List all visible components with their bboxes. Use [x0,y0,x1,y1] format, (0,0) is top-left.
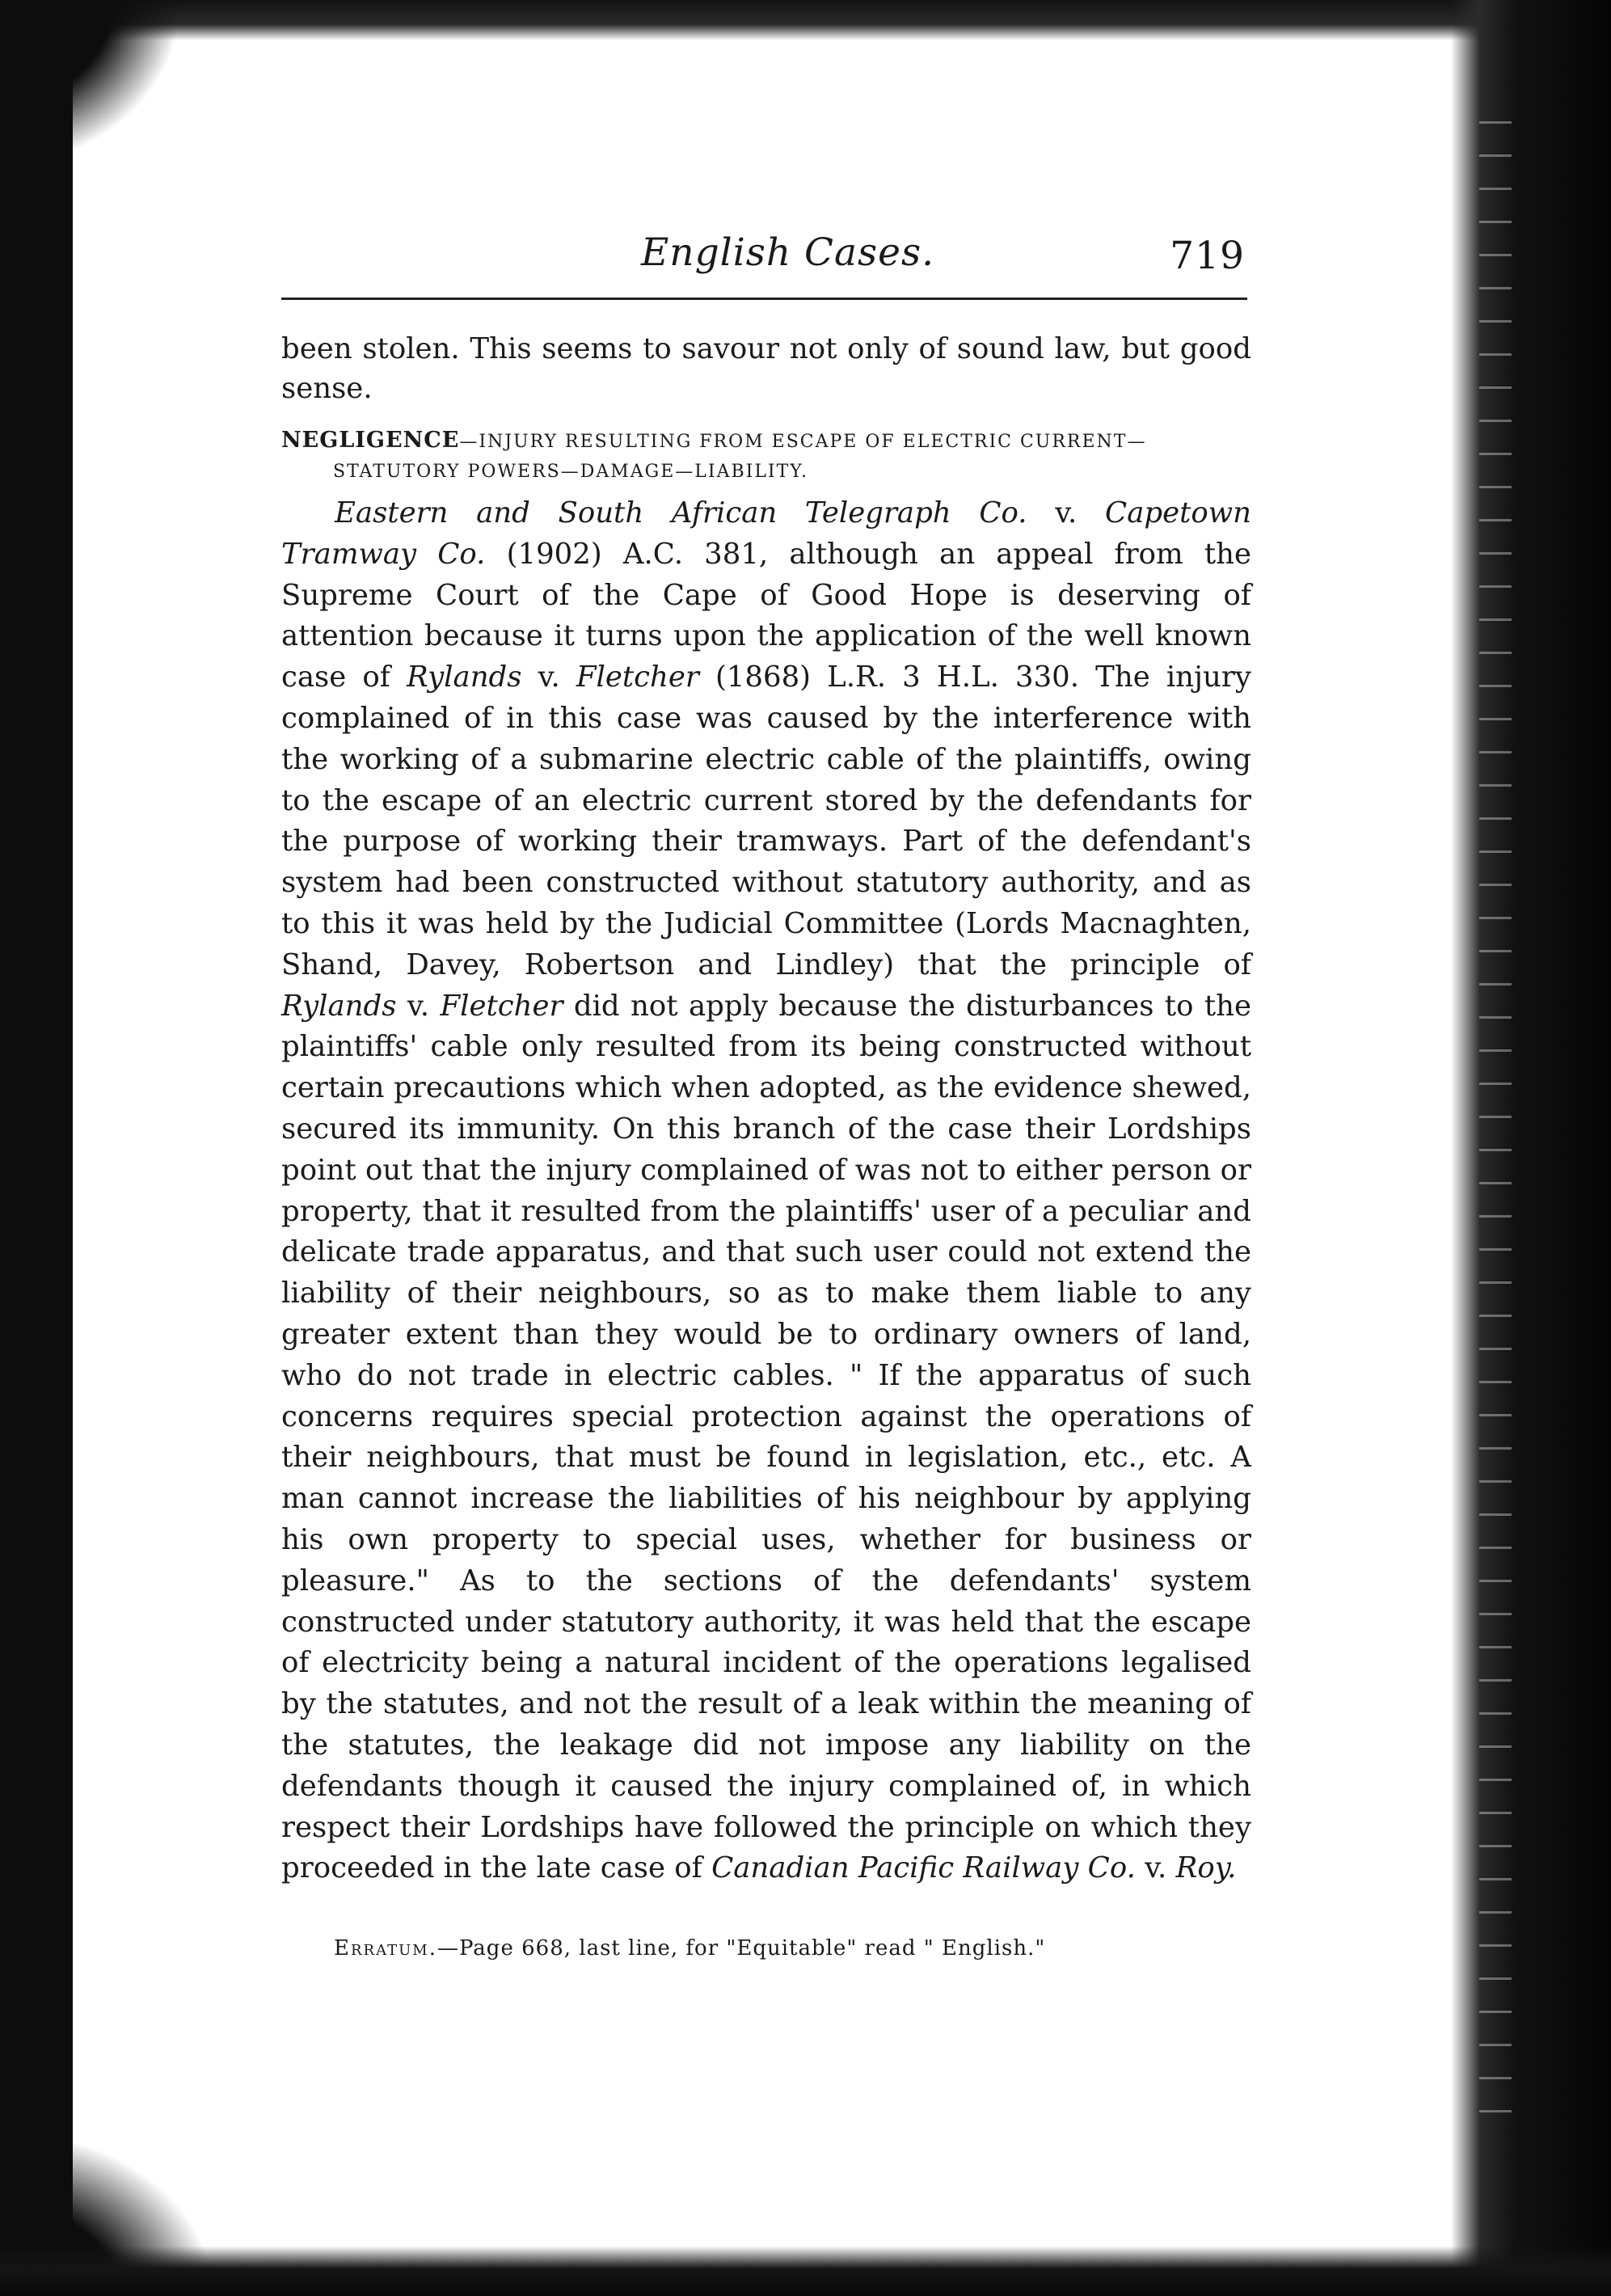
case-headnote [281,425,1247,487]
rylands-versus-2: v. [407,989,430,1023]
fletcher-name: Fletcher [576,661,699,694]
scan-edge-bottom [0,2246,1611,2296]
scan-speckle [1479,121,1512,2142]
scan-edge-left [0,0,73,2296]
erratum-text: —Page 668, last line, for "Equitable" read " English." [436,1936,1046,1960]
rylands-name-2: Rylands [281,989,397,1023]
case-citation-text: (1902) A.C. 381, although an appeal from the Supreme Court of the Cape of Good Hope is deserving of attention because it turns upon the application of the well known case of [281,537,1252,694]
case-versus: v. [1055,496,1078,530]
page-header [281,230,1245,297]
erratum-note [334,1936,1045,1960]
fletcher-name-2: Fletcher [440,989,563,1023]
headnote-lead: NEGLIGENCE [281,428,460,453]
scan-edge-right [1451,0,1611,2296]
headnote-line1-rest: —INJURY RESULTING FROM ESCAPE OF ELECTRIC CURRENT— [459,432,1147,452]
page-number: 719 [1170,234,1245,278]
roy-name: Roy. [1175,1851,1237,1885]
headnote-line-2: STATUTORY POWERS—DAMAGE—LIABILITY. [333,462,808,482]
headnote-line-1 [281,425,1247,457]
case-paragraph [281,493,1251,1889]
case-title-part1: Eastern and South African Telegraph Co. [335,496,1027,530]
cpr-versus: v. [1145,1851,1167,1885]
erratum-label: Erratum. [334,1936,437,1960]
running-title: English Cases. [641,230,935,275]
continuation-paragraph [281,329,1251,408]
header-rule [281,298,1247,300]
rylands-versus: v. [538,661,560,694]
scan-edge-top [0,0,1611,40]
rylands-name: Rylands [407,661,522,694]
continuation-text: been stolen. This seems to savour not only of sound law, but good sense. [281,332,1251,405]
case-body-2: did not apply because the disturbances to the plaintiffs' cable only resulted from its being constructed without certain precautions which when adopted, as the evidence shewed, secured its immunity. On this branch of the case their Lordships point out that the injury complained of was not to either person or property, that it resulted from the plaintiffs' user of a peculiar and delicate trade apparatus, and that such user could not extend the liability of their neighbours, so as to make them liable to any greater extent than they would be to ordinary owners of land, who do not trade in electric cables. " If the apparatus of such concerns requires special protection against the operations of their neighbours, that must be found in legislation, etc., etc. A man cannot increase the liabilities of his neighbour by applying his own property to special uses, whether for business or pleasure." As to the sections of the defendants' system constructed under statutory authority, it was held that the escape of electricity being a natural incident of the operations legalised by the statutes, and not the result of a leak within the meaning of the statutes, the leakage did not impose any liability on the defendants though it caused the injury complained of, in which respect their Lordships have followed the principle on which they proceeded in the late case of [281,989,1251,1885]
cpr-case-name: Canadian Pacific Railway Co. [711,1851,1136,1885]
case-body-1: The injury complained of in this case was caused by the interference with the working of a submarine electric cable of the plaintiffs, owing to the escape of an electric current stored by the defendants for the purpose of working their tramways. Part of the defendant's system had been constructed without statutory authority, and as to this it was held by the Judicial Committee (Lords Macnaghten, Shand, Davey, Robertson and Lindley) that the principle of [281,661,1251,981]
case-title-part2: Capetown Tramway Co. [281,496,1251,571]
rylands-citation: (1868) L.R. 3 H.L. 330. [715,661,1080,694]
